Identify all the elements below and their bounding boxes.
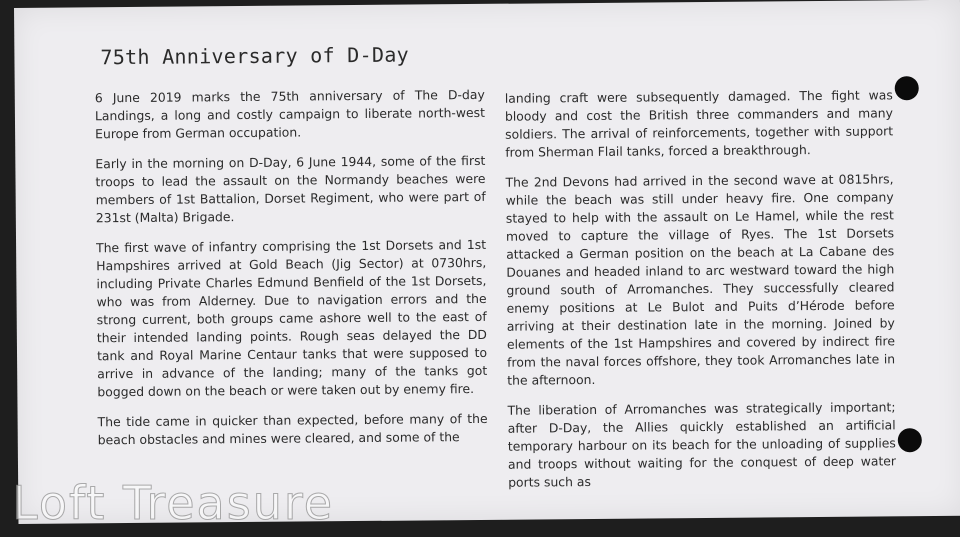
binder-hole (895, 76, 919, 100)
paragraph: The liberation of Arromanches was strategically important; after D-Day, the Allies quickly established an artificial temporary harbour on its beach for the unloading of supplies and troops without waiting for the conquest of deep water ports such as (507, 399, 897, 490)
paragraph: The first wave of infantry comprising the 1st Dorsets and 1st Hampshires arrived at Gold Beach (Jig Sector) at 0730hrs, including Private Charles Edmund Benfield of the 1st Dorsets, who was from Alderney. Due to navigation errors and the strong current, both groups came ashore well to the east of their intended landing points. Rough seas delayed the DD tank and Royal Marine Centaur tanks that were supposed to arrive in advance of the landing; many of the tanks got bogged down on the beach or were taken out by enemy fire. (96, 236, 488, 400)
binder-hole (898, 428, 922, 452)
watermark: Loft Treasure (12, 476, 335, 530)
paragraph: 6 June 2019 marks the 75th anniversary of The D-day Landings, a long and costly campaign to liberate north-west Europe from German occupation. (94, 86, 485, 142)
booklet-page (14, 0, 960, 524)
paragraph: Early in the morning on D-Day, 6 June 1944, some of the first troops to lead the assault on the Normandy beaches were members of 1st Battalion, Dorset Regiment, who were part of 231st (Malta) Brigade. (95, 152, 486, 226)
left-column (95, 86, 488, 461)
right-column (505, 86, 897, 503)
paragraph: The 2nd Devons had arrived in the second wave at 0815hrs, while the beach was still under heavy fire. One company stayed to help with the assault on Le Hamel, while the rest moved to capture the village of Ryes. The 1st Dorsets attacked a German position on the beach at La Cabane des Douanes and headed inland to arc westward toward the high ground south of Arromanches. They successfully cleared enemy positions at Le Bulot and Puits d’Hérode before arriving at their destination late in the morning. Joined by elements of the 1st Hampshires and covered by indirect fire from the naval forces offshore, they took Arromanches late in the afternoon. (505, 171, 896, 388)
page-title: 75th Anniversary of D-Day (100, 42, 410, 70)
paragraph: The tide came in quicker than expected, before many of the beach obstacles and mines were cleared, and some of the (97, 410, 488, 448)
paragraph: landing craft were subsequently damaged. The fight was bloody and cost the British three commanders and many soldiers. The arrival of reinforcements, together with support from Sherman Flail tanks, forced a breakthrough. (504, 87, 894, 160)
